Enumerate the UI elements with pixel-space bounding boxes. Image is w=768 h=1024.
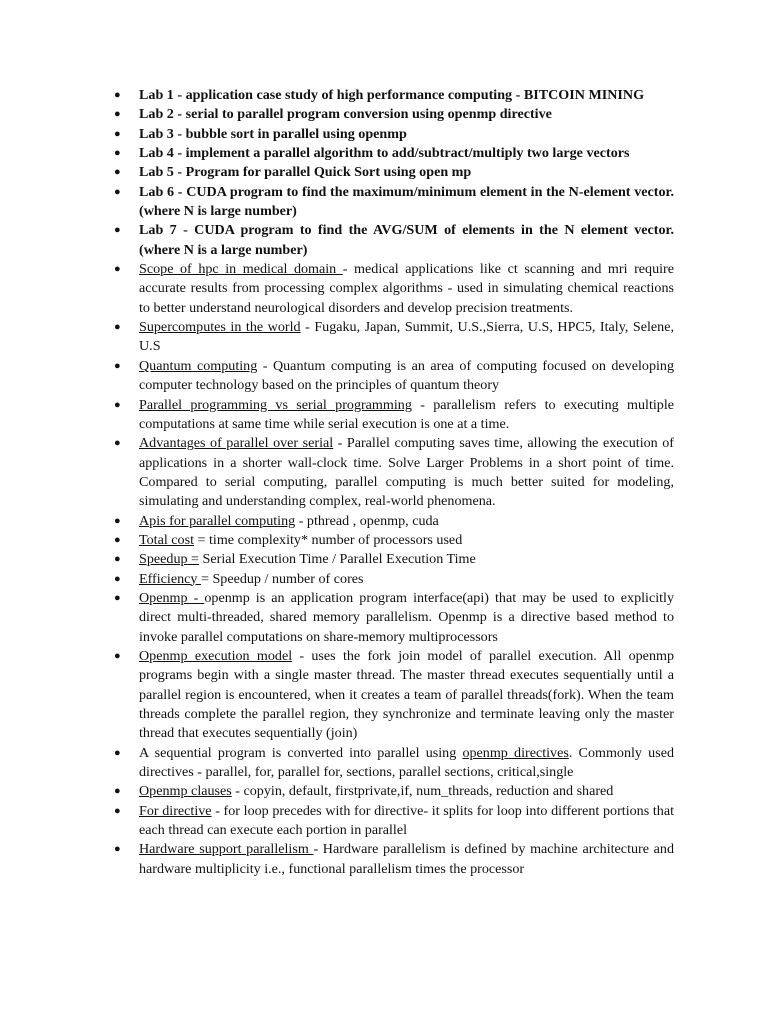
note-item (114, 782, 674, 801)
note-item (114, 434, 674, 511)
note-term: Apis for parallel computing (139, 512, 296, 529)
bullet-icon: ● (114, 108, 121, 121)
lab-text: Lab 5 - Program for parallel Quick Sort using open mp (139, 164, 472, 181)
note-item (114, 512, 674, 531)
note-term: Supercomputes in the world (139, 319, 301, 336)
note-item (114, 744, 675, 783)
lab-text: Lab 6 - CUDA program to find the maximum/minimum element in the N-element vector. (where N is large number) (139, 183, 674, 220)
document-page (114, 86, 675, 879)
note-term: Advantages of parallel over serial (139, 435, 334, 452)
notes-list (114, 86, 675, 879)
note-term: Speedup = (139, 551, 200, 568)
note-term: Openmp execution model (139, 647, 293, 664)
note-text: - medical applications like ct scanning and mri require accurate results from processing complex algorithms - used in simulating chemical reactions to better understand neurological disorders and develop precision treatments. (139, 261, 674, 316)
lab-item (114, 86, 674, 105)
bullet-icon: ● (114, 572, 121, 585)
bullet-icon: ● (114, 649, 121, 662)
note-term: openmp directives (462, 744, 569, 761)
note-item (114, 802, 674, 841)
note-text: - Fugaku, Japan, Summit, U.S.,Sierra, U.S, HPC5, Italy, Selene, U.S (139, 319, 674, 355)
lab-text: Lab 7 - CUDA program to find the AVG/SUM of elements in the N element vector. (where N is a large number) (139, 222, 674, 258)
bullet-icon: ● (114, 185, 121, 198)
note-text: - Hardware parallelism is defined by machine architecture and hardware multiplicity i.e., functional parallelism times the processor (139, 841, 674, 877)
lab-text: Lab 4 - implement a parallel algorithm to add/subtract/multiply two large vectors (139, 145, 630, 162)
bullet-icon: ● (114, 514, 121, 527)
note-text: - copyin, default, firstprivate,if, num_threads, reduction and shared (231, 783, 614, 800)
bullet-icon: ● (114, 147, 121, 160)
bullet-icon: ● (114, 89, 121, 101)
bullet-icon: ● (114, 533, 121, 546)
note-term: Scope of hpc in medical domain (139, 261, 343, 278)
note-term: Parallel programming vs serial programming (139, 396, 412, 413)
lab-item (114, 105, 674, 124)
note-item (114, 318, 674, 357)
note-text: - Parallel computing saves time, allowing the execution of applications in a shorter wall-clock time. Solve Larger Problems in a short point of time. Compared to serial computing, parallel computing is much better suited for modeling, simulating and understanding complex, real-world phenomena. (139, 435, 674, 510)
bullet-icon: ● (114, 263, 121, 276)
note-term: Total cost (139, 531, 194, 548)
bullet-icon: ● (114, 804, 121, 817)
note-term: Hardware support parallelism (139, 841, 314, 858)
note-text: - for loop precedes with for directive- it splits for loop into different portions that each thread can execute each portion in parallel (139, 802, 674, 839)
bullet-icon: ● (114, 746, 121, 759)
note-text: - uses the fork join model of parallel execution. All openmp programs begin with a single master thread. The master thread executes sequentially until a parallel region is encountered, when it creates a team of parallel threads(fork). When the team threads complete the parallel region, they synchronize and terminate leaving only the master thread that executes sequentially (join) (139, 647, 674, 742)
bullet-icon: ● (114, 785, 121, 798)
note-text: - Quantum computing is an area of computing focused on developing computer technology based on the principles of quantum theory (139, 357, 674, 394)
bullet-icon: ● (114, 127, 121, 140)
note-term: Openmp clauses (139, 783, 232, 800)
note-text: Serial Execution Time / Parallel Execution Time (199, 551, 476, 568)
note-text: A sequential program is converted into parallel using (139, 744, 463, 761)
note-item (114, 840, 674, 879)
note-item (114, 550, 674, 569)
note-item (114, 589, 674, 647)
note-text: . Commonly used directives - parallel, for, parallel for, sections, parallel sections, critical,single (139, 744, 675, 781)
note-text: - pthread , openmp, cuda (295, 512, 439, 529)
note-item (114, 570, 674, 589)
bullet-icon: ● (114, 437, 121, 450)
note-item (114, 260, 674, 318)
bullet-icon: ● (114, 591, 121, 604)
note-term: Quantum computing (139, 357, 258, 374)
bullet-icon: ● (114, 321, 121, 334)
bullet-icon: ● (114, 553, 121, 566)
note-term: Openmp - (139, 589, 205, 606)
note-text: openmp is an application program interface(api) that may be used to explicitly direct multi-threaded, shared memory parallelism. Openmp is a directive based method to invoke parallel computations on share-memory multiprocessors (139, 589, 674, 645)
note-text: = time complexity* number of processors used (194, 531, 463, 548)
lab-item (114, 163, 674, 182)
note-item (114, 396, 674, 435)
note-text: - parallelism refers to executing multiple computations at same time while serial execution is one at a time. (139, 396, 674, 432)
bullet-icon: ● (114, 166, 121, 179)
bullet-icon: ● (114, 398, 121, 411)
lab-text: Lab 1 - application case study of high performance computing - BITCOIN MINING (139, 87, 645, 103)
note-term: For directive (139, 802, 212, 819)
bullet-icon: ● (114, 224, 121, 237)
note-item (114, 531, 674, 550)
note-item (114, 357, 674, 396)
bullet-icon: ● (114, 359, 121, 372)
note-item (114, 647, 674, 744)
lab-text: Lab 3 - bubble sort in parallel using openmp (139, 125, 407, 142)
lab-text: Lab 2 - serial to parallel program conversion using openmp directive (139, 106, 552, 123)
note-text: = Speedup / number of cores (200, 570, 364, 587)
bullet-icon: ● (114, 843, 121, 856)
lab-item (114, 125, 674, 144)
lab-item (114, 183, 674, 222)
lab-item (114, 221, 674, 260)
note-term: Efficiency (139, 570, 201, 587)
lab-item (114, 144, 674, 163)
